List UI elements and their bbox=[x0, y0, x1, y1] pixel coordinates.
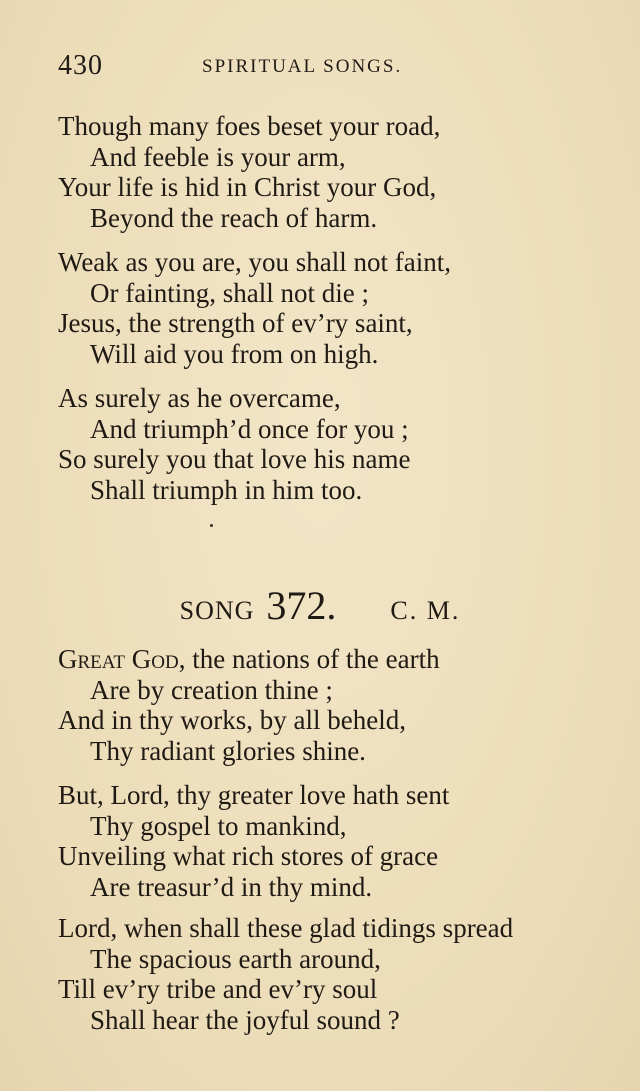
verse-line: So surely you that love his name bbox=[58, 444, 411, 474]
verse-line: Beyond the reach of harm. bbox=[90, 202, 378, 233]
verse-line: Till ev’ry tribe and ev’ry soul bbox=[58, 974, 378, 1004]
verse-line: And in thy works, by all beheld, bbox=[58, 705, 406, 735]
verse-line: Lord, when shall these glad tidings spread bbox=[58, 913, 514, 943]
stanza bbox=[58, 383, 618, 505]
song-heading bbox=[0, 582, 640, 629]
running-title: SPIRITUAL SONGS. bbox=[202, 56, 403, 77]
song-label: SONG bbox=[179, 596, 255, 625]
page-number: 430 bbox=[58, 50, 103, 81]
stanza bbox=[58, 913, 618, 1035]
verse-line: As surely as he overcame, bbox=[58, 383, 341, 413]
verse-line: Shall hear the joyful sound ? bbox=[90, 1004, 400, 1035]
page-header bbox=[58, 50, 598, 86]
stanza bbox=[58, 111, 618, 233]
verse-line: Are by creation thine ; bbox=[90, 674, 333, 705]
first-words: Great God, bbox=[58, 644, 186, 674]
stanza bbox=[58, 780, 618, 902]
verse-line: Your life is hid in Christ your God, bbox=[58, 172, 437, 202]
stanza bbox=[58, 644, 618, 766]
verse-line-rest: the nations of the earth bbox=[185, 644, 440, 674]
stanza bbox=[58, 247, 618, 369]
verse-line: Shall triumph in him too. bbox=[90, 474, 363, 505]
verse-line: Thy gospel to mankind, bbox=[90, 810, 347, 841]
verse-line: And triumph’d once for you ; bbox=[90, 413, 409, 444]
verse-line: Unveiling what rich stores of grace bbox=[58, 841, 439, 871]
verse-line: The spacious earth around, bbox=[90, 943, 381, 974]
verse-line: Are treasur’d in thy mind. bbox=[90, 871, 373, 902]
verse-line: And feeble is your arm, bbox=[90, 141, 346, 172]
song-meter: C. M. bbox=[390, 596, 461, 625]
verse-line: But, Lord, thy greater love hath sent bbox=[58, 780, 450, 810]
verse-line: Though many foes beset your road, bbox=[58, 111, 441, 141]
print-speck bbox=[210, 524, 213, 527]
verse-line bbox=[58, 644, 618, 675]
song-number: 372. bbox=[266, 583, 337, 628]
verse-line: Thy radiant glories shine. bbox=[90, 735, 366, 766]
verse-line: Jesus, the strength of ev’ry saint, bbox=[58, 308, 413, 338]
verse-line: Weak as you are, you shall not faint, bbox=[58, 247, 451, 277]
verse-line: Or fainting, shall not die ; bbox=[90, 277, 369, 308]
verse-line: Will aid you from on high. bbox=[90, 338, 379, 369]
